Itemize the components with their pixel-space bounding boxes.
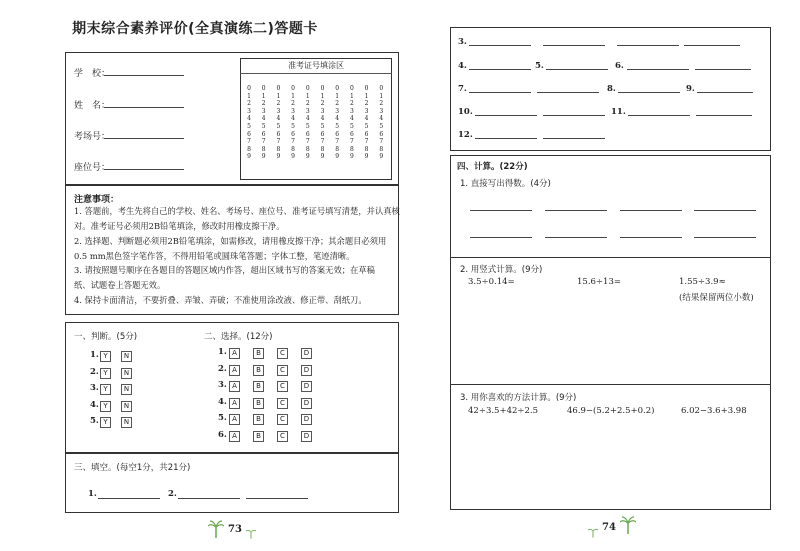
admission-digit[interactable]: 9 (320, 153, 325, 161)
fill-blank[interactable] (537, 92, 599, 93)
judge-item-label: 5. (90, 416, 99, 426)
fill-blank[interactable] (696, 115, 752, 116)
choice-option-d[interactable]: D (301, 365, 312, 376)
admission-digit[interactable]: 0 (320, 85, 325, 92)
admission-digit[interactable]: 8 (364, 145, 369, 153)
admission-digit[interactable]: 5 (291, 122, 295, 130)
admission-digit-column[interactable] (347, 85, 357, 161)
admission-grid-title: 准考证号填涂区 (240, 58, 392, 74)
choice-option-a[interactable]: A (229, 398, 240, 409)
fill-item-label: 2. (168, 489, 177, 499)
choice-item-label: 4. (218, 396, 227, 407)
divider (450, 257, 771, 258)
fill-item-label: 8. (607, 84, 616, 94)
admission-digit[interactable]: 2 (379, 100, 384, 108)
fill-blank[interactable] (543, 45, 605, 46)
admission-digit[interactable]: 7 (335, 138, 340, 146)
admission-digit[interactable]: 4 (364, 115, 369, 123)
admission-digit-column[interactable] (259, 85, 269, 161)
admission-digit[interactable]: 2 (261, 100, 266, 108)
fill-blank[interactable] (695, 69, 751, 70)
judge-item-label: 3. (90, 383, 99, 393)
admission-digit[interactable]: 9 (364, 153, 369, 161)
notes-title: 注意事项： (74, 195, 120, 205)
seat-field[interactable] (104, 169, 184, 170)
choice-option-b[interactable]: B (253, 398, 264, 409)
fill-item-label: 3. (458, 37, 467, 47)
admission-digit[interactable]: 4 (335, 115, 340, 123)
admission-digit[interactable]: 4 (305, 115, 310, 123)
admission-digit[interactable]: 3 (364, 107, 369, 115)
admission-digit[interactable]: 8 (335, 145, 340, 153)
note-line: 纸、试题卷上答题无效。 (74, 280, 166, 290)
note-line: 3. 请按照题号顺序在各题目的答题区域内作答，超出区域书写的答案无效；在草稿 (74, 265, 375, 275)
judge-option-y[interactable]: Y (100, 368, 111, 379)
admission-digit[interactable]: 0 (335, 85, 340, 92)
choice-option-d[interactable]: D (301, 431, 312, 442)
admission-digit[interactable]: 4 (291, 115, 295, 123)
choice-option-c[interactable]: C (277, 348, 288, 359)
admission-digit[interactable]: 2 (364, 100, 369, 108)
judge-option-y[interactable]: Y (100, 401, 111, 412)
choice-option-a[interactable]: A (229, 365, 240, 376)
calc-q1-title: 1. 直接写出得数。(4分) (460, 179, 551, 189)
fill-blank[interactable] (546, 69, 608, 70)
fill-blank[interactable] (469, 69, 531, 70)
fill-item-label: 12. (458, 130, 473, 140)
admission-digit[interactable]: 8 (305, 145, 310, 153)
note-line: 对。准考证号必须用2B铅笔填涂，修改时用橡皮擦干净。 (74, 221, 285, 231)
admission-digit[interactable]: 1 (261, 92, 266, 100)
admission-digit[interactable]: 8 (291, 145, 295, 153)
admission-digit[interactable]: 7 (305, 138, 310, 146)
choice-option-b[interactable]: B (253, 431, 264, 442)
admission-digit[interactable]: 3 (320, 107, 325, 115)
admission-digit[interactable]: 5 (364, 122, 369, 130)
judge-item-label: 1. (90, 350, 99, 360)
admission-digit[interactable]: 1 (349, 92, 354, 100)
note-line: 1. 答题前，考生先将自己的学校、姓名、考场号、座位号、准考证号填写清楚，并认真核 (74, 206, 400, 216)
admission-digit[interactable]: 0 (305, 85, 310, 92)
fill-item-label: 5. (535, 61, 544, 71)
palm-tree-icon (620, 516, 636, 538)
admission-digit[interactable]: 7 (247, 138, 251, 146)
admission-digit[interactable]: 7 (261, 138, 266, 146)
school-label: 学 校： (74, 69, 111, 79)
admission-digit[interactable]: 9 (276, 153, 281, 161)
page-number-right: 74 (602, 522, 616, 533)
fill-blank[interactable] (627, 69, 689, 70)
choice-option-c[interactable]: C (277, 431, 288, 442)
admission-digit[interactable]: 5 (335, 122, 340, 130)
admission-digit[interactable]: 9 (247, 153, 251, 161)
admission-digit[interactable]: 9 (335, 153, 340, 161)
admission-digit[interactable]: 6 (335, 130, 340, 138)
fill-blank[interactable] (246, 498, 308, 499)
school-field[interactable] (104, 75, 184, 76)
choice-option-d[interactable]: D (301, 398, 312, 409)
admission-digit[interactable]: 3 (379, 107, 384, 115)
admission-digit-column[interactable] (318, 85, 328, 161)
calc-q3-expr: 42÷3.5+42÷2.5 (468, 406, 539, 416)
calc-q2-note: (结果保留两位小数) (679, 293, 754, 303)
admission-digit[interactable]: 7 (364, 138, 369, 146)
admission-digit[interactable]: 7 (349, 138, 354, 146)
fill-item-label: 1. (88, 489, 97, 499)
fill-item-label: 6. (615, 61, 624, 71)
fill-blank[interactable] (98, 498, 160, 499)
choice-option-a[interactable]: A (229, 414, 240, 425)
choice-option-c[interactable]: C (277, 365, 288, 376)
admission-digit[interactable]: 6 (305, 130, 310, 138)
admission-digit[interactable]: 0 (291, 85, 295, 92)
palm-tree-icon (246, 524, 256, 543)
choice-item-label: 6. (218, 429, 227, 440)
choice-item-label: 2. (218, 363, 227, 374)
choice-option-c[interactable]: C (277, 398, 288, 409)
admission-digit[interactable]: 2 (349, 100, 354, 108)
note-line: 0.5 mm黑色签字笔作答，不得用铅笔或圆珠笔答题；字体工整，笔迹清晰。 (74, 251, 355, 261)
admission-digit[interactable]: 2 (247, 100, 251, 108)
admission-digit[interactable]: 6 (349, 130, 354, 138)
admission-digit[interactable]: 0 (379, 85, 384, 92)
choice-option-b[interactable]: B (253, 381, 264, 392)
admission-digit[interactable]: 6 (364, 130, 369, 138)
answer-blank[interactable] (620, 237, 682, 238)
admission-digit[interactable]: 5 (320, 122, 325, 130)
admission-digit[interactable]: 3 (276, 107, 281, 115)
admission-digit[interactable]: 9 (349, 153, 354, 161)
judge-option-y[interactable]: Y (100, 351, 111, 362)
admission-digit-column[interactable] (244, 85, 254, 161)
calc-q3-expr: 46.9−(5.2+2.5+0.2) (567, 406, 655, 416)
admission-digit-column[interactable] (303, 85, 313, 161)
admission-digit[interactable]: 3 (247, 107, 251, 115)
answer-blank[interactable] (694, 237, 756, 238)
choice-option-d[interactable]: D (301, 348, 312, 359)
admission-digit[interactable]: 3 (261, 107, 266, 115)
admission-digit-column[interactable] (376, 85, 386, 161)
note-line: 4. 保持卡面清洁，不要折叠、弄皱、弄破；不准使用涂改液、修正带、刮纸刀。 (74, 295, 367, 305)
answer-blank[interactable] (545, 237, 607, 238)
fill-blank[interactable] (543, 115, 605, 116)
admission-digit[interactable]: 1 (247, 92, 251, 100)
admission-digit-column[interactable] (332, 85, 342, 161)
choice-section-title: 二、选择。(12分) (204, 332, 273, 342)
judge-item-label: 4. (90, 399, 99, 410)
admission-digit[interactable]: 8 (320, 145, 325, 153)
judge-item-label: 2. (90, 366, 99, 377)
judge-option-n[interactable]: N (121, 368, 132, 379)
admission-digit[interactable]: 0 (364, 85, 369, 92)
fill-blank[interactable] (543, 138, 605, 139)
admission-digit[interactable]: 8 (349, 145, 354, 153)
fill-blank[interactable] (684, 45, 740, 46)
choice-item-label: 3. (218, 380, 227, 390)
admission-digit[interactable]: 6 (291, 130, 295, 138)
admission-digit[interactable]: 1 (320, 92, 325, 100)
name-label: 姓 名： (74, 101, 111, 111)
admission-digit[interactable]: 6 (247, 130, 251, 138)
choice-option-c[interactable]: C (277, 381, 288, 392)
admission-digit[interactable]: 9 (379, 153, 384, 161)
fill-item-label: 4. (458, 61, 467, 71)
admission-digit[interactable]: 0 (261, 85, 266, 92)
admission-digit[interactable]: 6 (320, 130, 325, 138)
divider (450, 384, 771, 385)
fill-item-label: 11. (611, 107, 626, 117)
fill-item-label: 9. (686, 84, 695, 94)
calc-q2-expr: 3.5÷0.14= (468, 277, 515, 287)
admission-digit[interactable]: 0 (276, 85, 281, 92)
fill-blank[interactable] (469, 92, 531, 93)
calc-q2-expr: 1.55÷3.9≈ (679, 277, 726, 287)
admission-digit[interactable]: 1 (291, 92, 295, 100)
admission-digit[interactable]: 7 (379, 138, 384, 146)
admission-digit[interactable]: 6 (276, 130, 281, 138)
admission-digit[interactable]: 2 (291, 100, 295, 108)
calc-q3-expr: 6.02−3.6+3.98 (681, 406, 747, 416)
page-title: 期末综合素养评价(全真演练二)答题卡 (72, 21, 318, 37)
fill-item-label: 10. (458, 107, 473, 117)
choice-option-b[interactable]: B (253, 414, 264, 425)
admission-digit[interactable]: 0 (247, 85, 251, 92)
admission-digit[interactable]: 3 (305, 107, 310, 115)
exam-room-label: 考场号： (74, 132, 111, 142)
admission-digit[interactable]: 8 (247, 145, 251, 153)
choice-item-label: 5. (218, 413, 227, 423)
admission-digit[interactable]: 4 (261, 115, 266, 123)
judge-option-n[interactable]: N (121, 417, 132, 428)
admission-digit[interactable]: 4 (276, 115, 281, 123)
admission-digit[interactable]: 9 (261, 153, 266, 161)
judge-option-n[interactable]: N (121, 384, 132, 395)
admission-digit[interactable]: 4 (379, 115, 384, 123)
choice-option-a[interactable]: A (229, 431, 240, 442)
seat-label: 座位号： (74, 163, 111, 173)
fill-blank[interactable] (469, 45, 531, 46)
calc-q2-expr: 15.6÷13= (577, 277, 621, 287)
calc-q2-title: 2. 用竖式计算。(9分) (460, 265, 543, 275)
admission-digit[interactable]: 1 (305, 92, 310, 100)
exam-room-field[interactable] (104, 138, 184, 139)
choice-option-a[interactable]: A (229, 381, 240, 392)
admission-digit[interactable]: 2 (335, 100, 340, 108)
admission-digit[interactable]: 9 (305, 153, 310, 161)
judge-option-y[interactable]: Y (100, 417, 111, 428)
admission-digit[interactable]: 8 (276, 145, 281, 153)
admission-digit[interactable]: 3 (349, 107, 354, 115)
admission-digit[interactable]: 7 (320, 138, 325, 146)
choice-option-d[interactable]: D (301, 414, 312, 425)
page-number-left: 73 (228, 524, 242, 535)
admission-digit[interactable]: 1 (276, 92, 281, 100)
fill-blank[interactable] (475, 138, 537, 139)
fill-blank[interactable] (475, 115, 537, 116)
judge-option-y[interactable]: Y (100, 384, 111, 395)
admission-digit[interactable]: 4 (320, 115, 325, 123)
admission-digit[interactable]: 4 (349, 115, 354, 123)
admission-digit[interactable]: 1 (335, 92, 340, 100)
admission-digit[interactable]: 7 (276, 138, 281, 146)
admission-digit[interactable]: 5 (305, 122, 310, 130)
choice-option-a[interactable]: A (229, 348, 240, 359)
choice-option-b[interactable]: B (253, 348, 264, 359)
judge-section-title: 一、判断。(5分) (74, 332, 138, 342)
admission-digit[interactable]: 1 (379, 92, 384, 100)
admission-digit[interactable]: 1 (364, 92, 369, 100)
admission-digit[interactable]: 5 (261, 122, 266, 130)
admission-digit[interactable]: 5 (349, 122, 354, 130)
admission-digit-column[interactable] (273, 85, 283, 161)
fill-blank[interactable] (618, 92, 680, 93)
choice-option-d[interactable]: D (301, 381, 312, 392)
answer-blank[interactable] (694, 210, 756, 211)
choice-option-c[interactable]: C (277, 414, 288, 425)
fill-section-title: 三、填空。(每空1分，共21分) (74, 463, 191, 473)
admission-digit[interactable]: 8 (261, 145, 266, 153)
admission-digit[interactable]: 7 (291, 138, 295, 146)
judge-option-n[interactable]: N (121, 351, 132, 362)
answer-blank[interactable] (620, 210, 682, 211)
admission-digit[interactable]: 5 (247, 122, 251, 130)
admission-digit[interactable]: 4 (247, 115, 251, 123)
judge-option-n[interactable]: N (121, 401, 132, 412)
admission-digit[interactable]: 8 (379, 145, 384, 153)
admission-digit[interactable]: 6 (379, 130, 384, 138)
answer-blank[interactable] (470, 210, 532, 211)
fill-blank[interactable] (178, 498, 240, 499)
answer-blank[interactable] (545, 210, 607, 211)
admission-digit[interactable]: 2 (320, 100, 325, 108)
calc-section-title: 四、计算。(22分) (457, 162, 528, 172)
choice-option-b[interactable]: B (253, 365, 264, 376)
answer-blank[interactable] (470, 237, 532, 238)
admission-digit[interactable]: 9 (291, 153, 295, 161)
calc-q3-title: 3. 用你喜欢的方法计算。(9分) (460, 393, 577, 403)
admission-digit[interactable]: 3 (335, 107, 340, 115)
admission-digit[interactable]: 2 (276, 100, 281, 108)
fill-item-label: 7. (458, 84, 467, 94)
admission-digit-column[interactable] (362, 85, 372, 161)
fill-blank[interactable] (617, 45, 679, 46)
admission-digit[interactable]: 2 (305, 100, 310, 108)
admission-digit[interactable]: 5 (379, 122, 384, 130)
admission-digit[interactable]: 3 (291, 107, 295, 115)
palm-tree-icon (208, 520, 224, 542)
fill-blank[interactable] (628, 115, 690, 116)
palm-tree-icon (588, 523, 598, 542)
admission-digit-column[interactable] (288, 85, 298, 161)
calc-section-box (450, 155, 771, 510)
fill-blank[interactable] (697, 92, 753, 93)
admission-digit[interactable]: 6 (261, 130, 266, 138)
admission-digit[interactable]: 5 (276, 122, 281, 130)
admission-digit[interactable]: 0 (349, 85, 354, 92)
choice-item-label: 1. (218, 347, 227, 357)
name-field[interactable] (104, 107, 184, 108)
note-line: 2. 选择题、判断题必须用2B铅笔填涂，如需修改，请用橡皮擦干净；其余题目必须用 (74, 236, 387, 246)
